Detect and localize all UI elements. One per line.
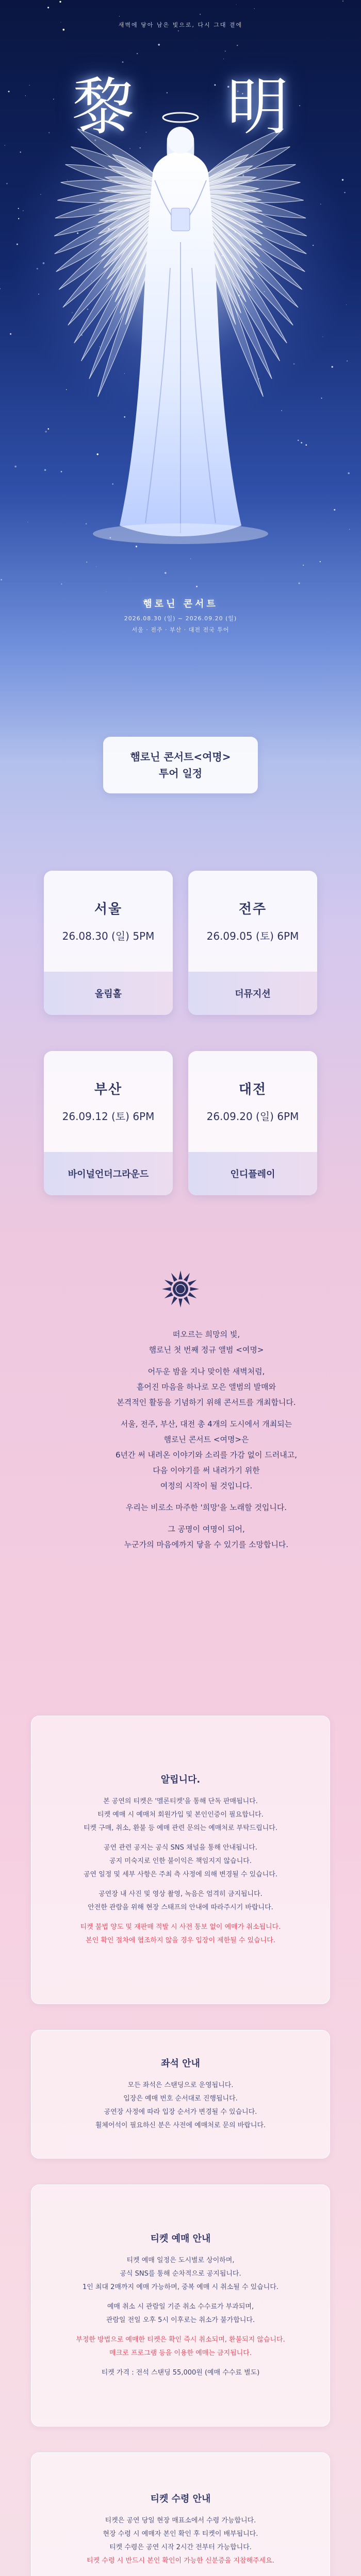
notice-line xyxy=(44,1914,317,1921)
hero-artist: 햄로닌 콘서트 xyxy=(143,599,218,609)
notice-line xyxy=(44,1882,317,1888)
notice-card xyxy=(31,1716,330,2004)
intro-line: 누군가의 마음에까지 닿을 수 있기를 소망합니다. xyxy=(124,1540,289,1549)
sun-ray xyxy=(171,1273,177,1282)
intro-line: 다음 이야기를 써 내려가기 위한 xyxy=(153,1466,260,1475)
pickup-line: 티켓은 공연 당일 현장 매표소에서 수령 가능합니다. xyxy=(105,2517,256,2524)
star xyxy=(298,439,299,440)
pickup-line: 티켓 수령은 공연 시작 2시간 전부터 가능합니다. xyxy=(109,2544,252,2551)
booking-line xyxy=(44,2294,317,2300)
sun-ray xyxy=(184,1296,190,1305)
notice-line: 티켓 예매 시 예매처 회원가입 및 본인인증이 필요합니다. xyxy=(97,1811,264,1819)
book-icon xyxy=(171,208,190,231)
booking-line: 관람일 전일 오후 5시 이후로는 취소가 불가합니다. xyxy=(106,2316,255,2324)
star xyxy=(137,53,138,54)
star xyxy=(348,472,350,474)
star xyxy=(320,561,321,562)
seat-line: 모든 좌석은 스탠딩으로 운영됩니다. xyxy=(127,2081,234,2089)
star xyxy=(344,192,345,193)
booking-line: 공식 SNS를 통해 순차적으로 공지됩니다. xyxy=(120,2270,241,2278)
star xyxy=(196,586,198,587)
seat-card xyxy=(31,2030,330,2159)
booking-line: 부정한 방법으로 예매한 티켓은 확인 즉시 취소되며, 환불되지 않습니다. xyxy=(76,2336,285,2344)
star xyxy=(303,565,304,566)
booking-line: 티켓 예매 일정은 도시별로 상이하며, xyxy=(126,2257,235,2264)
intro-line: 햄로닌 첫 번째 정규 앨범 <여명> xyxy=(149,1345,264,1354)
booking-title: 티켓 예매 안내 xyxy=(150,2233,211,2244)
sun-ray xyxy=(188,1280,196,1286)
tour-date: 26.08.30 (일) 5PM xyxy=(62,930,155,942)
seat-lines xyxy=(44,2079,317,2132)
sun-ray xyxy=(165,1292,173,1298)
seat-line: 입장은 예매 번호 순서대로 진행됩니다. xyxy=(123,2095,238,2103)
schedule-subtitle: 투어 일정 xyxy=(158,767,203,779)
title-char-right: 明 xyxy=(227,72,289,143)
star xyxy=(86,562,87,563)
star xyxy=(349,529,350,530)
tour-venue: 인디플레이 xyxy=(188,1152,317,1195)
pickup-line: 티켓 수령 시 반드시 본인 확인이 가능한 신분증을 지참해주세요. xyxy=(87,2557,274,2565)
star xyxy=(178,30,179,31)
star xyxy=(62,29,64,31)
hero-cities: 서울 · 전주 · 부산 · 대전 전국 투어 xyxy=(132,626,229,633)
intro-line: 여정의 시작이 될 것입니다. xyxy=(160,1481,253,1490)
intro-line: 서울, 전주, 부산, 대전 총 4개의 도시에서 개최되는 xyxy=(120,1419,292,1429)
star xyxy=(299,105,300,106)
sun-ray xyxy=(165,1280,173,1286)
intro-line: 떠오르는 희망의 빛, xyxy=(172,1330,240,1339)
notice-title: 알립니다. xyxy=(160,1774,201,1785)
sun-ray xyxy=(188,1292,196,1298)
intro-line xyxy=(26,1358,361,1364)
star xyxy=(136,546,137,547)
schedule-title: 햄로닌 콘서트<여명> xyxy=(130,751,231,763)
star xyxy=(301,442,302,444)
star xyxy=(106,591,107,592)
star xyxy=(66,389,67,390)
intro-line xyxy=(26,1494,361,1500)
booking-line: 티켓 가격 : 전석 스탠딩 55,000원 (예매 수수료 별도) xyxy=(101,2369,260,2377)
intro-line xyxy=(26,1410,361,1416)
pickup-line: 현장 수령 시 예매자 본인 확인 후 티켓이 배부됩니다. xyxy=(103,2530,258,2538)
tour-date: 26.09.20 (일) 6PM xyxy=(206,1110,299,1123)
notice-line: 안전한 관람을 위해 현장 스태프의 안내에 따라주시기 바랍니다. xyxy=(88,1904,273,1911)
star xyxy=(214,84,216,86)
star xyxy=(6,183,8,184)
hero-date-range: 2026.08.30 (일) ~ 2026.09.20 (일) xyxy=(124,615,237,622)
tour-date: 26.09.12 (토) 6PM xyxy=(62,1110,155,1123)
star xyxy=(299,583,300,584)
sun-ray xyxy=(162,1287,171,1291)
star xyxy=(306,444,307,446)
notice-line xyxy=(44,1835,317,1841)
sun-ray xyxy=(178,1270,183,1279)
star xyxy=(342,179,343,180)
notice-line: 공연 관련 공지는 공식 SNS 채널을 통해 안내됩니다. xyxy=(104,1844,257,1852)
booking-line xyxy=(44,2327,317,2333)
star xyxy=(14,466,17,468)
tour-venue: 더뮤지션 xyxy=(188,972,317,1015)
star xyxy=(347,361,348,362)
star xyxy=(47,7,49,8)
tour-venue: 바이널언더그라운드 xyxy=(44,1152,173,1195)
star xyxy=(86,523,87,524)
booking-line: 1인 최대 2매까지 예매 가능하며, 중복 예매 시 취소될 수 있습니다. xyxy=(82,2283,279,2291)
star xyxy=(59,1,61,3)
tour-city: 전주 xyxy=(238,902,267,917)
star xyxy=(281,410,282,411)
ground-glow xyxy=(93,523,268,544)
intro-line: 햄로닌 콘서트 <여명>은 xyxy=(163,1435,249,1444)
tour-date: 26.09.05 (토) 6PM xyxy=(206,930,299,942)
intro-line xyxy=(26,1515,361,1521)
star xyxy=(342,1,343,2)
tour-card-busan xyxy=(44,1051,173,1195)
intro-line: 6년간 써 내려온 이야기와 소리를 가감 없이 드러내고, xyxy=(116,1450,297,1460)
intro-line: 그 공명이 여명이 되어, xyxy=(168,1524,245,1534)
pickup-lines xyxy=(44,2514,317,2568)
star xyxy=(236,4,237,5)
notice-line: 본 공연의 티켓은 '멜론티켓'을 통해 단독 판매됩니다. xyxy=(103,1798,258,1805)
seat-title: 좌석 안내 xyxy=(161,2058,200,2069)
booking-card xyxy=(31,2184,330,2427)
star xyxy=(0,288,1,289)
pickup-title: 티켓 수령 안내 xyxy=(150,2494,211,2504)
sun-ray xyxy=(184,1273,190,1282)
intro-line: 어두운 밤을 지나 맞이한 새벽처럼, xyxy=(147,1367,265,1376)
sun-ray xyxy=(190,1287,199,1291)
star xyxy=(44,469,46,471)
notice-line: 본인 확인 절차에 협조하지 않을 경우 입장이 제한될 수 있습니다. xyxy=(86,1937,275,1944)
star xyxy=(20,151,21,152)
star xyxy=(1,579,2,581)
star xyxy=(332,366,333,367)
sun-ray xyxy=(171,1296,177,1305)
notice-line: 티켓 불법 양도 및 재판매 적발 시 사전 통보 없이 예매가 취소됩니다. xyxy=(80,1923,281,1931)
booking-lines xyxy=(44,2254,317,2380)
intro-text xyxy=(26,1327,361,1677)
intro-line: 흩어진 마음을 하나로 모은 앨범의 발매와 xyxy=(136,1382,276,1392)
booking-line: 예매 취소 시 관람일 기준 취소 수수료가 부과되며, xyxy=(107,2303,254,2311)
star xyxy=(158,44,160,46)
star xyxy=(334,509,335,511)
booking-line xyxy=(44,2360,317,2366)
tour-city: 부산 xyxy=(94,1082,123,1097)
sun-ray xyxy=(178,1299,183,1308)
tour-venue: 올림홀 xyxy=(44,972,173,1015)
star xyxy=(190,558,191,559)
angel-head xyxy=(167,127,194,154)
star xyxy=(61,471,62,472)
star xyxy=(254,8,255,9)
notice-line: 티켓 구매, 취소, 환불 등 예매 관련 문의는 예매처로 부탁드립니다. xyxy=(83,1824,278,1832)
star xyxy=(10,333,11,335)
star xyxy=(200,14,201,15)
star xyxy=(61,583,62,584)
schedule-header xyxy=(103,737,258,793)
notice-line: 공연 일정 및 세부 사항은 주최 측 사정에 의해 변경될 수 있습니다. xyxy=(83,1871,278,1878)
notice-lines xyxy=(44,1795,317,1947)
sun-icon xyxy=(160,1268,201,1310)
tour-card-daejeon xyxy=(188,1051,317,1195)
star xyxy=(346,304,347,305)
intro-line: 본격적인 활동을 기념하기 위해 콘서트를 개최합니다. xyxy=(117,1398,296,1407)
star xyxy=(97,453,99,455)
star xyxy=(321,398,322,399)
star xyxy=(8,91,10,92)
title-char-left: 黎 xyxy=(72,72,134,143)
star xyxy=(112,483,113,484)
star xyxy=(25,95,26,96)
seat-line: 공연장 사정에 따라 입장 순서가 변경될 수 있습니다. xyxy=(104,2108,257,2116)
hero-illustration xyxy=(0,0,361,685)
hero-tagline: 새벽에 닿아 남은 빛으로, 다시 그대 곁에 xyxy=(118,22,243,28)
star xyxy=(53,99,54,100)
star xyxy=(225,50,226,52)
tour-card-jeonju xyxy=(188,871,317,1015)
star xyxy=(47,428,49,430)
notice-line: 공연장 내 사진 및 영상 촬영, 녹음은 엄격히 금지됩니다. xyxy=(99,1890,262,1898)
tour-city: 대전 xyxy=(238,1082,267,1097)
star xyxy=(237,45,238,46)
pickup-card xyxy=(31,2452,330,2576)
tour-card-seoul xyxy=(44,871,173,1015)
star xyxy=(45,431,46,432)
intro-line: 우리는 비로소 마주한 '희망'을 노래할 것입니다. xyxy=(125,1503,287,1512)
booking-line: 매크로 프로그램 등을 이용한 예매는 금지됩니다. xyxy=(109,2349,252,2357)
star xyxy=(48,132,50,133)
seat-line: 휠체어석이 필요하신 분은 사전에 예매처로 문의 바랍니다. xyxy=(95,2122,266,2129)
tour-city: 서울 xyxy=(94,902,123,917)
star xyxy=(165,572,166,573)
notice-line: 공지 미숙지로 인한 불이익은 책임지지 않습니다. xyxy=(109,1857,252,1865)
